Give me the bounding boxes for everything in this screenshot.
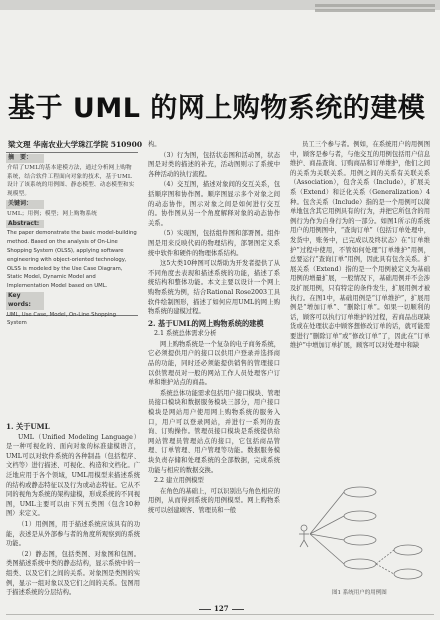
- col1-paragraph: （2）静态图，包括类图、对象图和包图。类图描述系统中类的静态结构，显示系统中的一组类、以及它们之间的关系。对象图是类图的实例，显示一组对象以及它们之间的关系。包图用于描述系统的分层结构。: [6, 550, 140, 597]
- use-case-ellipse: [344, 487, 376, 497]
- page-number: 127: [196, 604, 247, 613]
- col2-paragraph: （3）行为图，包括状态图和活动图，状态图是对类的描述的补充，活动图则示了系统中各种活动的执行流程。: [148, 151, 280, 178]
- section-heading-1: 1. 关于UML: [6, 422, 50, 431]
- keywords-cn: UML；用例；模型；网上购物系统: [7, 210, 98, 217]
- col2-paragraph: （4）交互图，描述对象间的交互关系，包括顺序图和协作图。顺序图显示多个对象之间的动态协作，图示对象之间是如何进行交互的。协作图从另一个角度解释对象的动态协作关系。: [148, 181, 280, 227]
- use-case-ellipse: [344, 559, 376, 569]
- col2-paragraph: 在角色的基础上，可以识别出与角色相应的用例，从而得到系统的用例模型。网上购物系统可以创建顾客、管理员和一般: [148, 487, 280, 514]
- use-case-ellipse: [394, 545, 422, 555]
- column-3: [290, 140, 430, 465]
- abstract-label-en: Abstract:: [6, 220, 44, 229]
- column-2: [148, 140, 280, 600]
- association-line: [310, 516, 344, 534]
- col2-paragraph: 网上购物系统是一个复杂的电子商务系统，它必须提供用户的接口以供用户登录并选择商品的功能，同时还必须能提供销售的管理接口以供管理员对一般的网站工作人员处理客户订单和维护站点的商品。: [148, 340, 280, 387]
- column-1: [6, 420, 140, 595]
- abstract-label-cn: 摘 要：: [6, 154, 44, 163]
- abstract-text-cn: 介绍了UML的基本建模方法，通过分析网上购物系统，结合软件工程面向对象的技术，基于UML 设计了该系统的用例图、静态模型、动态模型和实现模型。: [7, 164, 135, 198]
- association-line: [310, 534, 344, 564]
- col3-paragraph: 员工三个参与者。例如，在系统用户的用例图中，顾客是参与者，与他交互的用例包括用户信息维护、商品查询、订购商品和订单维护，他们之间的关系为关联关系。用例之间的关系有关联关系（Association），包含关系（Include），扩展关系（Extend）和泛化关系（Generalization）4种。包含关系（Include）指的是一个用例可以简单地包含其它用例具有的行为，并把它所包含的用例行为作为自身行为的一部分。如图1所示的系统用户的用例图中，“查询订单”（包括订单处理中，发货中，账务中，已完成以及终状态）在“订单维护”过程中使用，不管如何处理“订单维护”用例，总要运行“查询订单”用例，因此具有包含关系。扩展关系（Extend）指的是一个用例被定义为基础用例的增量扩展，一般情况下，基础用例并不会涉及扩展用例，只有特定的条件发生，扩展用例才被执行。在图1中，基础用例是“订单维护”，扩展用例是“增加订单”、“删除订单”。如果一切顺利的话，顾客可以执行订单维护的过程，若商品出现缺货或在处理状态中顾客想修改订单的话，就可能需要进行“删除订单”或“修改订单”了，因此在“订单维护”中增加订单扩展，顾客可以对处理中和缺: [290, 141, 430, 350]
- figure-caption: 图1 系统用户的用例图: [332, 590, 387, 596]
- abstract-text-en: The paper demonstrate the basic model-building method. Based on the analysis of On-Line Shopping System (OLSS), applying software engineering with object-oriented technology, OLSS is modeled by the Use Case Diagram, Static Model, Dynamic Model and Implementation Model based on UML.: [7, 230, 137, 290]
- abstract-box: [6, 152, 138, 327]
- association-line: [310, 534, 344, 540]
- col1-paragraph: （1）用例图，用于描述系统应该具有的功能，表述是从外部参与者的角度所观察到的系统功能。: [6, 520, 140, 548]
- actor-figure-icon: [299, 525, 309, 547]
- use-case-diagram: [290, 470, 430, 590]
- extend-line: [376, 564, 394, 574]
- keywords-en: UML, Use Case, Model, On-Line Shopping System: [7, 311, 116, 327]
- section-heading-2: 2. 基于UML的网上购物系统的建模: [148, 318, 264, 328]
- paper-title: 基于 UML 的网上购物系统的建模: [8, 93, 426, 124]
- use-case-ellipse: [344, 535, 376, 545]
- keywords-label-cn: 关键词：: [6, 200, 44, 209]
- use-case-ellipse: [394, 569, 422, 579]
- association-line: [310, 492, 344, 534]
- keywords-label-en: Key words:: [6, 292, 44, 310]
- top-right-faded-text: [315, 2, 435, 14]
- use-case-ellipse: [344, 511, 376, 521]
- col2-paragraph: 构。: [148, 141, 161, 148]
- col2-paragraph: （5）实现图，包括组件图和部署图。组件图是用来反映代码的物理结构，部署图定义系统中软件和硬件的物理体系结构。: [148, 230, 280, 257]
- col2-paragraph: 这5大类10种图可以帮助为开发者提供了从不同角度去表现和描述系统的功能，描述了系统结构和整体功能。本文主要以设计一个网上购物系统为例，结合Rational Rose2003工具软件绘制图形，描述了如何应用UML的网上购物系统的建模过程。: [148, 260, 280, 316]
- bottom-rule: [6, 614, 434, 615]
- author-line: 梁文理 华南农业大学珠江学院 510900: [8, 140, 143, 149]
- col2-paragraph: 系统总体功能需求包括用户接口模块、管理员接口模块和数据服务模块三部分，用户接口模块是网站用户使用网上购物系统的服务入口，用户可以登录网站，并进行一系列的查询、订购操作。管理员接口模块是系统提供给网站管理员管理站点的接口，它包括商品管理、订单管理、用户管理等功能。数据服务模块负责存储和处理系统的全部数据，完成系统功能与相应的数据交换。: [148, 389, 280, 474]
- col1-paragraph: UML（Unified Modeling Language）是一种可视化的、面向对象的标准建模语言，UML可以对软件系统的各种制品（包括程序、文档等）进行描述、可视化、构造和文档化。广泛地应用于各个领域，UML用模型来描述系统的结构或静态特征以及行为或动态特征。它从不同的视角为系统的架构建模，形成系统的不同视图，UML主要可以由下列五类图（包含10种图）来定义。: [6, 433, 140, 518]
- subsection-heading-2-2: 2.2 建立用例模型: [154, 477, 204, 485]
- extend-line: [376, 550, 394, 564]
- subsection-heading-2-1: 2.1 系统总体需求分析: [154, 330, 217, 338]
